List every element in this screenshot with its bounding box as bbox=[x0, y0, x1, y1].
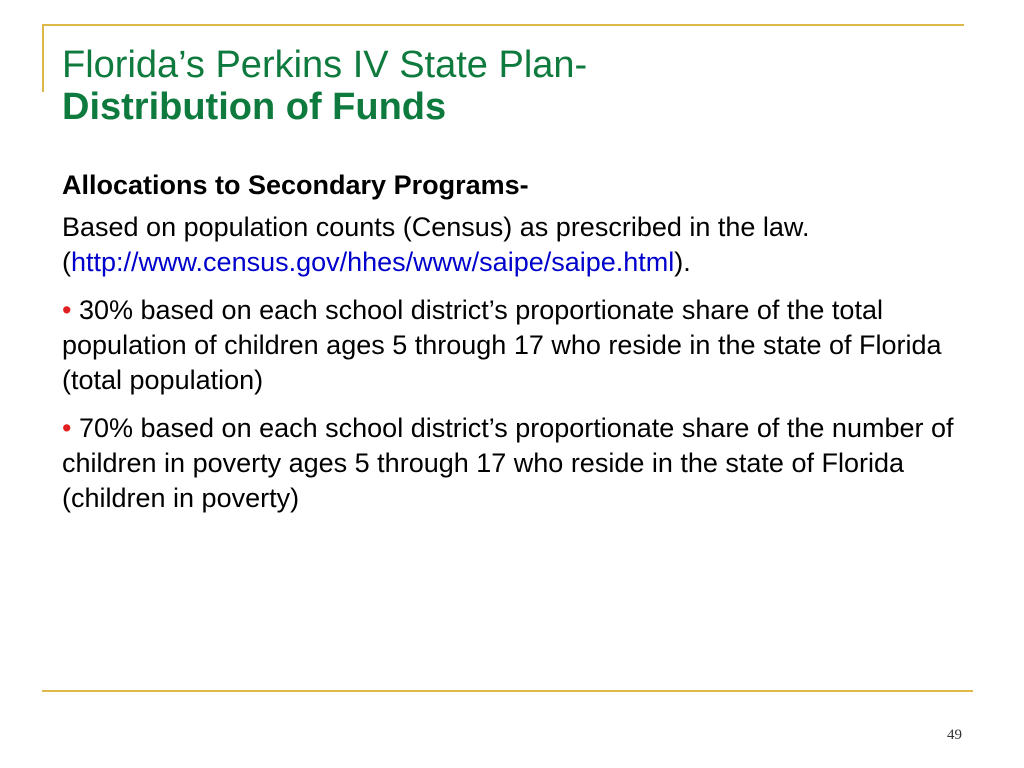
page-number: 49 bbox=[947, 727, 962, 743]
left-rule bbox=[42, 24, 44, 92]
subheading: Allocations to Secondary Programs- bbox=[62, 170, 529, 200]
bullet-icon: • bbox=[62, 295, 72, 325]
bullet-icon: • bbox=[62, 413, 72, 443]
slide-body bbox=[62, 168, 972, 529]
link-close-paren: ). bbox=[674, 247, 691, 277]
bottom-rule bbox=[42, 690, 973, 692]
title-line-1: Florida’s Perkins IV State Plan- bbox=[62, 44, 588, 86]
bullet-text: 70% based on each school district’s proportionate share of the number of children in poverty ages 5 through 17 who reside in the state of Florida (children in poverty) bbox=[62, 413, 954, 513]
title-line-2: Distribution of Funds bbox=[62, 86, 447, 128]
bullet-item bbox=[62, 293, 972, 398]
intro-text: Based on population counts (Census) as prescribed in the law. bbox=[62, 212, 810, 242]
intro-paragraph bbox=[62, 210, 972, 280]
bullet-text: 30% based on each school district’s proportionate share of the total population of children ages 5 through 17 who reside in the state of Florida (total population) bbox=[62, 295, 942, 395]
slide-title bbox=[62, 44, 962, 128]
bullet-item bbox=[62, 411, 972, 516]
top-rule bbox=[42, 24, 964, 26]
link-open-paren: ( bbox=[62, 247, 71, 277]
census-link[interactable]: http://www.census.gov/hhes/www/saipe/saipe.html bbox=[71, 247, 675, 277]
